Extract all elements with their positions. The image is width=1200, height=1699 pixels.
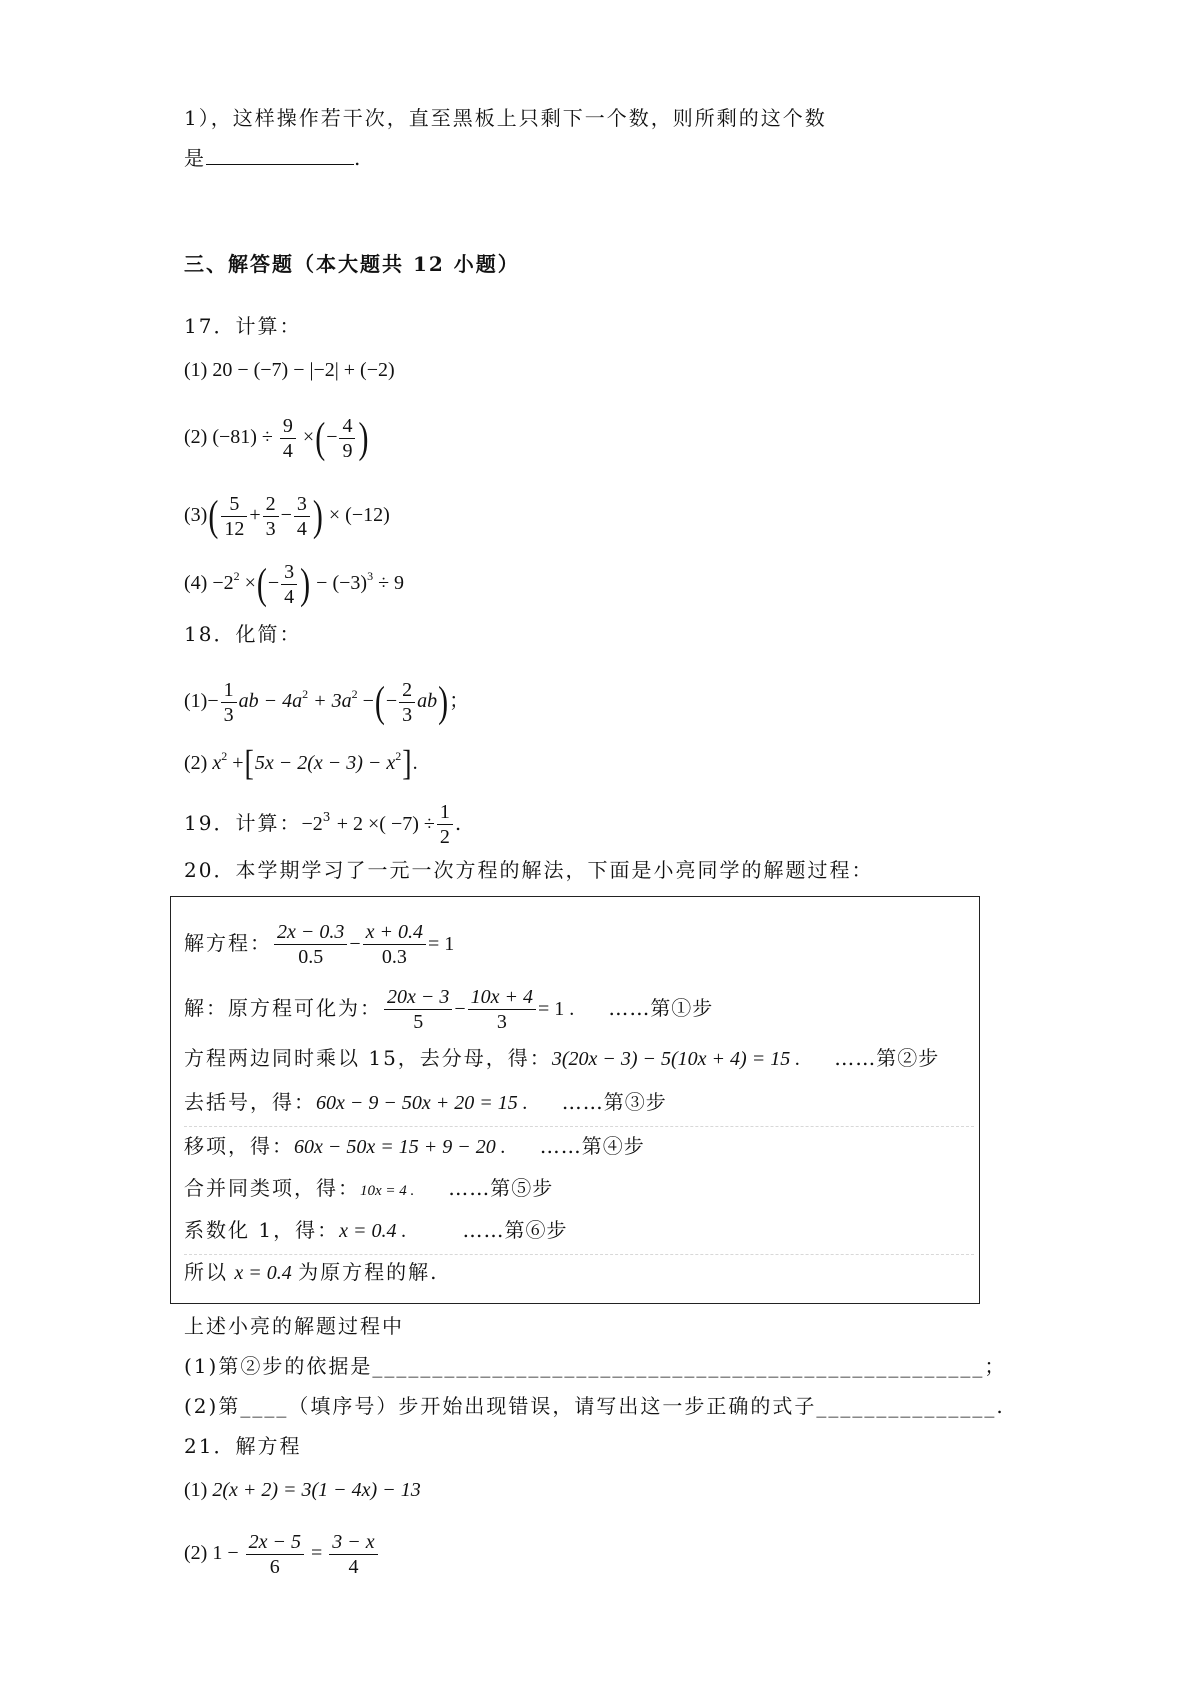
fraction bbox=[339, 414, 355, 463]
denominator: 3 bbox=[265, 518, 276, 540]
expression-text: = 1 . bbox=[538, 998, 575, 1020]
paren: ) bbox=[300, 559, 311, 608]
fraction bbox=[263, 492, 279, 541]
numerator: 2x − 5 bbox=[246, 1530, 304, 1555]
solution-row-1: 解方程： $\frac{2x - 0.3}{0.5}$ − $\frac{x + 0.4}{0.3}$ = 1 bbox=[184, 921, 455, 968]
bracket: ] bbox=[402, 743, 412, 784]
row-label: 合并同类项，得： bbox=[184, 1176, 360, 1200]
numerator: 9 bbox=[280, 414, 296, 439]
part-number: (1) bbox=[184, 690, 208, 713]
q20-after-text: 上述小亮的解题过程中 bbox=[184, 1314, 404, 1338]
exponent: 2 bbox=[302, 687, 309, 702]
q20-subquestion-2: (2)第____（填序号）步开始出现错误，请写出这一步正确的式子_______________. bbox=[184, 1394, 1005, 1418]
solution-row-3 bbox=[184, 1044, 939, 1073]
denominator: 4 bbox=[284, 586, 295, 608]
denominator: 3 bbox=[496, 1011, 507, 1033]
denominator: 3 bbox=[223, 704, 234, 726]
expression-text: ab bbox=[417, 690, 438, 713]
solution-row-2: 解：原方程可化为： $\frac{20x - 3}{5}$ − $\frac{10x + 4}{3}$ = 1 . ……第①步 bbox=[184, 986, 714, 1033]
numerator: 10x + 4 bbox=[468, 985, 536, 1010]
paren: ) bbox=[312, 491, 323, 540]
expression-text: × (−12) bbox=[328, 504, 390, 527]
q20-subquestion-1: (1)第②步的依据是___________________________________________________； bbox=[184, 1354, 1007, 1378]
step-marker: ……第③步 bbox=[561, 1090, 667, 1114]
q19 bbox=[184, 800, 461, 849]
paren: ( bbox=[374, 677, 385, 726]
denominator: 0.3 bbox=[381, 946, 407, 968]
expression-text: x = 0.4 bbox=[234, 1262, 292, 1284]
denominator: 3 bbox=[402, 704, 413, 726]
q17-part2: (2) (−81) ÷ $\frac{9}{4}$ ×(− $\frac{4}{9}$ ) bbox=[184, 413, 369, 462]
exponent: 2 bbox=[395, 749, 402, 763]
numerator: 3 − x bbox=[329, 1530, 377, 1555]
expression-text: 1 − bbox=[212, 1542, 239, 1565]
exponent: 2 bbox=[233, 569, 240, 584]
expression-text: ÷ 9 bbox=[378, 572, 405, 595]
part-number: (4) bbox=[184, 572, 208, 595]
operator: = bbox=[310, 1542, 323, 1565]
fraction bbox=[221, 492, 247, 541]
operator: + bbox=[232, 752, 244, 774]
denominator: 6 bbox=[269, 1556, 280, 1578]
numerator: x + 0.4 bbox=[363, 920, 426, 945]
q21-part2 bbox=[184, 1530, 380, 1579]
exponent: 2 bbox=[221, 749, 228, 763]
exponent: 3 bbox=[322, 810, 331, 824]
denominator: 4 bbox=[282, 440, 293, 462]
punctuation: . bbox=[454, 811, 462, 835]
part-number: (2) bbox=[184, 426, 208, 449]
q17-label: 17．计算： bbox=[184, 314, 302, 338]
expression: 2(x + 2) = 3(1 − 4x) − 13 bbox=[212, 1479, 421, 1501]
fraction bbox=[294, 492, 310, 541]
fraction bbox=[274, 920, 347, 969]
fraction bbox=[280, 414, 296, 463]
denominator: 2 bbox=[439, 826, 450, 848]
step-marker: ……第①步 bbox=[608, 996, 714, 1020]
solution-row-4 bbox=[184, 1088, 667, 1117]
solution-row-5 bbox=[184, 1132, 645, 1161]
q18-label: 18．化简： bbox=[184, 622, 302, 646]
denominator: 12 bbox=[224, 518, 245, 540]
part-number: (2) bbox=[184, 752, 208, 774]
q18-part2 bbox=[184, 742, 418, 784]
part-number: (1) bbox=[184, 359, 208, 381]
fraction bbox=[437, 800, 453, 849]
period: . bbox=[354, 146, 363, 170]
numerator: 3 bbox=[294, 492, 310, 517]
dotted-rule bbox=[184, 1126, 974, 1127]
numerator: 2 bbox=[399, 678, 415, 703]
expression-text: ab − 4a bbox=[238, 690, 303, 713]
fraction bbox=[399, 678, 415, 727]
denominator: 4 bbox=[296, 518, 307, 540]
q19-label: 19．计算： bbox=[184, 811, 302, 835]
numerator: 2x − 0.3 bbox=[274, 920, 347, 945]
numerator: 5 bbox=[221, 492, 247, 517]
row-label: 去括号，得： bbox=[184, 1090, 316, 1114]
paren: ( bbox=[208, 491, 219, 540]
continued-question-answer-prefix: 是 bbox=[184, 146, 206, 170]
q17-part4: $(4) -2^2$ ×(− $\frac{3}{4}$ ) − $(-3)^3 \div 9$ bbox=[184, 559, 405, 608]
row-text: 为原方程的解. bbox=[298, 1260, 439, 1284]
q17-part3: (3)( $\frac{5}{12}$ + $\frac{2}{3}$ − $\frac{3}{4}$ ) × (−12) bbox=[184, 491, 390, 540]
numerator: 20x − 3 bbox=[384, 985, 452, 1010]
denominator: 0.5 bbox=[298, 946, 324, 968]
dotted-rule bbox=[184, 1254, 974, 1255]
fraction bbox=[221, 678, 237, 727]
paren: ( bbox=[315, 413, 326, 462]
exponent: 3 bbox=[367, 569, 374, 584]
step-marker: ……第④步 bbox=[539, 1134, 645, 1158]
section-heading: 三、解答题（本大题共 12 小题） bbox=[184, 252, 520, 276]
row-label: 移项，得： bbox=[184, 1134, 294, 1158]
expression-text: x = 0.4 . bbox=[339, 1220, 407, 1242]
solution-row-7 bbox=[184, 1216, 567, 1245]
row-label: 方程两边同时乘以 15，去分母，得： bbox=[184, 1046, 552, 1070]
q17-part1 bbox=[184, 356, 395, 384]
denominator: 4 bbox=[348, 1556, 359, 1578]
step-marker: ……第②步 bbox=[834, 1046, 940, 1070]
denominator: 5 bbox=[413, 1011, 424, 1033]
part-number: (1) bbox=[184, 1479, 208, 1501]
operator: × bbox=[302, 426, 315, 449]
q20-label: 20．本学期学习了一元一次方程的解法，下面是小亮同学的解题过程： bbox=[184, 858, 874, 882]
row-label: 系数化 1，得： bbox=[184, 1218, 340, 1242]
solution-row-8 bbox=[184, 1258, 438, 1287]
q21-part1 bbox=[184, 1476, 421, 1504]
punctuation: . bbox=[412, 752, 418, 774]
solution-row-6 bbox=[184, 1174, 553, 1205]
step-marker: ……第⑥步 bbox=[462, 1218, 568, 1242]
fraction bbox=[384, 985, 452, 1034]
expression-text: 3(20x − 3) − 5(10x + 4) = 15 . bbox=[551, 1048, 801, 1070]
part-number: (2) bbox=[184, 1542, 208, 1565]
continued-question-text: 1），这样操作若干次，直至黑板上只剩下一个数，则所剩的这个数 bbox=[184, 106, 827, 130]
paren: ) bbox=[438, 677, 449, 726]
expression-text: 60x − 50x = 15 + 9 − 20 . bbox=[294, 1136, 506, 1158]
paren: ( bbox=[256, 559, 267, 608]
row-label: 解方程： bbox=[184, 931, 272, 955]
bracket: [ bbox=[244, 743, 254, 784]
row-label: 解：原方程可化为： bbox=[184, 996, 382, 1020]
q21-label: 21．解方程 bbox=[184, 1434, 302, 1458]
numerator: 1 bbox=[221, 678, 237, 703]
expression-text: + 3a bbox=[313, 690, 352, 713]
expression-text: 60x − 9 − 50x + 20 = 15 . bbox=[316, 1092, 528, 1114]
part-number: (3) bbox=[184, 504, 208, 527]
expression-text: x bbox=[212, 752, 222, 774]
fraction bbox=[329, 1530, 377, 1579]
expression-text: − (−3) bbox=[316, 572, 368, 595]
expression-text: 10x = 4 . bbox=[360, 1183, 415, 1199]
fraction bbox=[363, 920, 426, 969]
expression-text: −2 bbox=[301, 813, 323, 835]
expression-text: 5x − 2(x − 3) − x bbox=[254, 752, 396, 774]
expression-text: = 1 bbox=[428, 933, 455, 955]
q18-part1: (1)− $\frac{1}{3}$ ab − $4a^2 + 3a^2$ −(− $\frac{2}{3}$ ab)； bbox=[184, 677, 470, 726]
expression-text: −2 bbox=[212, 572, 234, 595]
punctuation: ； bbox=[449, 690, 470, 713]
exponent: 2 bbox=[351, 687, 358, 702]
fraction bbox=[468, 985, 536, 1034]
numerator: 1 bbox=[437, 800, 453, 825]
fraction bbox=[281, 560, 297, 609]
expression-text: + 2 ×( −7) ÷ bbox=[336, 813, 435, 835]
continued-question-answer-line bbox=[184, 144, 362, 172]
denominator: 9 bbox=[342, 440, 353, 462]
fraction bbox=[246, 1530, 304, 1579]
numerator: 4 bbox=[339, 414, 355, 439]
paren: ) bbox=[358, 413, 369, 462]
numerator: 2 bbox=[263, 492, 279, 517]
numerator: 3 bbox=[281, 560, 297, 585]
step-marker: ……第⑤步 bbox=[448, 1176, 554, 1200]
row-text: 所以 bbox=[184, 1260, 228, 1284]
expression-text: (−81) ÷ bbox=[212, 426, 273, 449]
answer-blank[interactable] bbox=[206, 146, 354, 165]
expression: 20 − (−7) − |−2| + (−2) bbox=[212, 359, 395, 381]
